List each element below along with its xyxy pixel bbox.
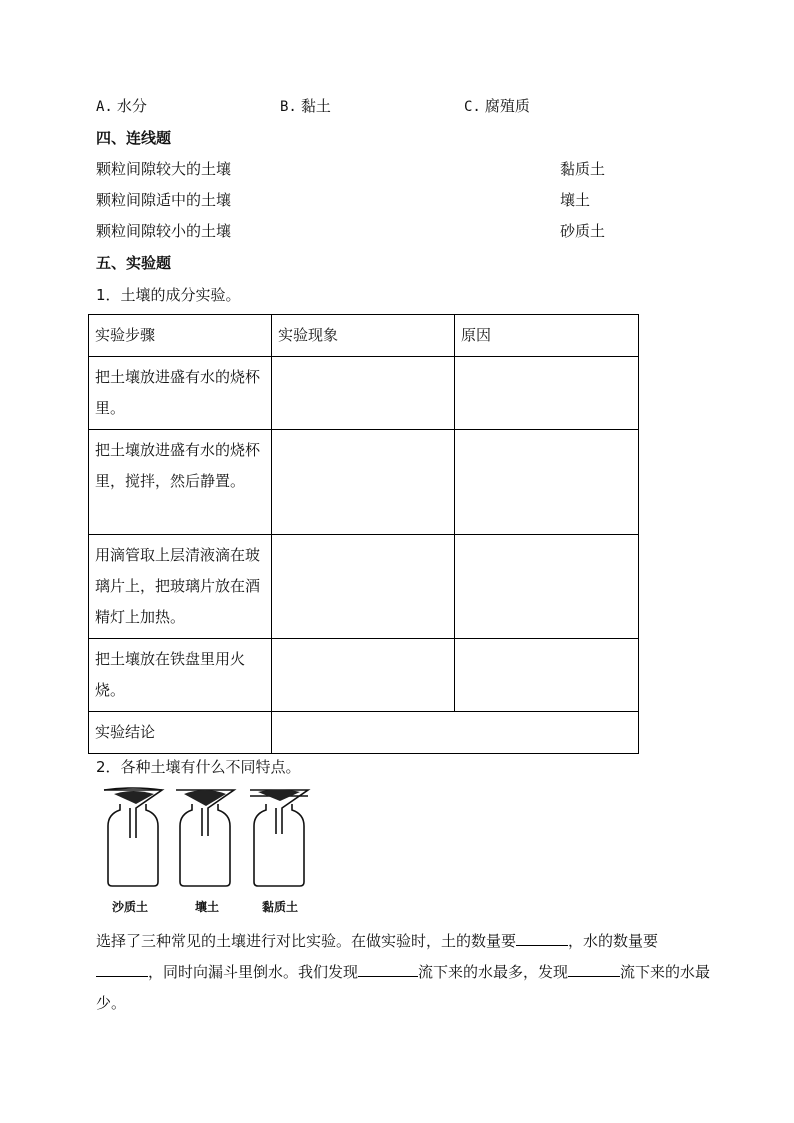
header-steps: 实验步骤 xyxy=(89,315,272,357)
figure-label-sand: 沙质土 xyxy=(112,900,149,914)
header-reason: 原因 xyxy=(455,315,639,357)
para-text: ，水的数量要 xyxy=(568,932,659,950)
conclusion-cell[interactable] xyxy=(272,712,639,754)
match-left-item: 颗粒间隙适中的土壤 xyxy=(96,191,232,209)
para-text: ，同时向漏斗里倒水。我们发现 xyxy=(148,963,359,981)
phenomenon-cell[interactable] xyxy=(272,639,455,712)
option-letter: C. xyxy=(464,99,481,115)
step-cell: 把土壤放在铁盘里用火烧。 xyxy=(89,639,272,712)
section5-title: 五、实验题 xyxy=(96,254,172,272)
table-row xyxy=(89,430,639,535)
option-text: 黏土 xyxy=(300,97,331,115)
figure-label-loam: 壤土 xyxy=(195,900,220,914)
step-cell: 把土壤放进盛有水的烧杯里，搅拌，然后静置。 xyxy=(89,430,272,535)
option-letter: A. xyxy=(96,99,113,115)
step-cell: 把土壤放进盛有水的烧杯里。 xyxy=(89,357,272,430)
reason-cell[interactable] xyxy=(455,639,639,712)
reason-cell[interactable] xyxy=(455,357,639,430)
funnel-illustration xyxy=(100,786,315,916)
option-text: 腐殖质 xyxy=(484,97,530,115)
match-left-item: 颗粒间隙较大的土壤 xyxy=(96,160,232,178)
fill-in-paragraph xyxy=(96,926,726,1019)
match-right-item: 黏质土 xyxy=(560,160,606,178)
option-b xyxy=(280,96,331,117)
funnel-figure xyxy=(100,786,315,916)
blank-water-amount[interactable] xyxy=(96,958,148,977)
funnel-bottle-sand xyxy=(104,788,162,886)
experiment-table xyxy=(88,314,639,754)
table-row xyxy=(89,357,639,430)
figure-label-clay: 黏质土 xyxy=(262,900,299,914)
match-right-item: 壤土 xyxy=(560,191,591,209)
header-phenomenon: 实验现象 xyxy=(272,315,455,357)
option-a xyxy=(96,96,147,117)
section4-title: 四、连线题 xyxy=(96,129,172,147)
reason-cell[interactable] xyxy=(455,430,639,535)
question-2: 2．各种土壤有什么不同特点。 xyxy=(96,758,301,776)
reason-cell[interactable] xyxy=(455,535,639,639)
table-row xyxy=(89,639,639,712)
phenomenon-cell[interactable] xyxy=(272,535,455,639)
step-cell: 用滴管取上层清液滴在玻璃片上，把玻璃片放在酒精灯上加热。 xyxy=(89,535,272,639)
soil-sample xyxy=(114,791,154,804)
para-text: 流下来的水最少。 xyxy=(96,963,711,1012)
question-1: 1．土壤的成分实验。 xyxy=(96,286,241,304)
blank-soil-amount[interactable] xyxy=(516,927,568,946)
table-row xyxy=(89,535,639,639)
option-c xyxy=(464,96,530,117)
conclusion-row xyxy=(89,712,639,754)
table-header-row xyxy=(89,315,639,357)
blank-most-water[interactable] xyxy=(358,958,418,977)
match-left-item: 颗粒间隙较小的土壤 xyxy=(96,222,232,240)
phenomenon-cell[interactable] xyxy=(272,430,455,535)
phenomenon-cell[interactable] xyxy=(272,357,455,430)
funnel-bottle-clay xyxy=(250,790,308,886)
match-right-item: 砂质土 xyxy=(560,222,606,240)
conclusion-label: 实验结论 xyxy=(89,712,272,754)
para-text: 流下来的水最多，发现 xyxy=(418,963,569,981)
option-letter: B. xyxy=(280,99,297,115)
option-text: 水分 xyxy=(116,97,147,115)
soil-sample xyxy=(184,790,226,806)
blank-least-water[interactable] xyxy=(568,958,620,977)
para-text: 选择了三种常见的土壤进行对比实验。在做实验时，土的数量要 xyxy=(96,932,517,950)
